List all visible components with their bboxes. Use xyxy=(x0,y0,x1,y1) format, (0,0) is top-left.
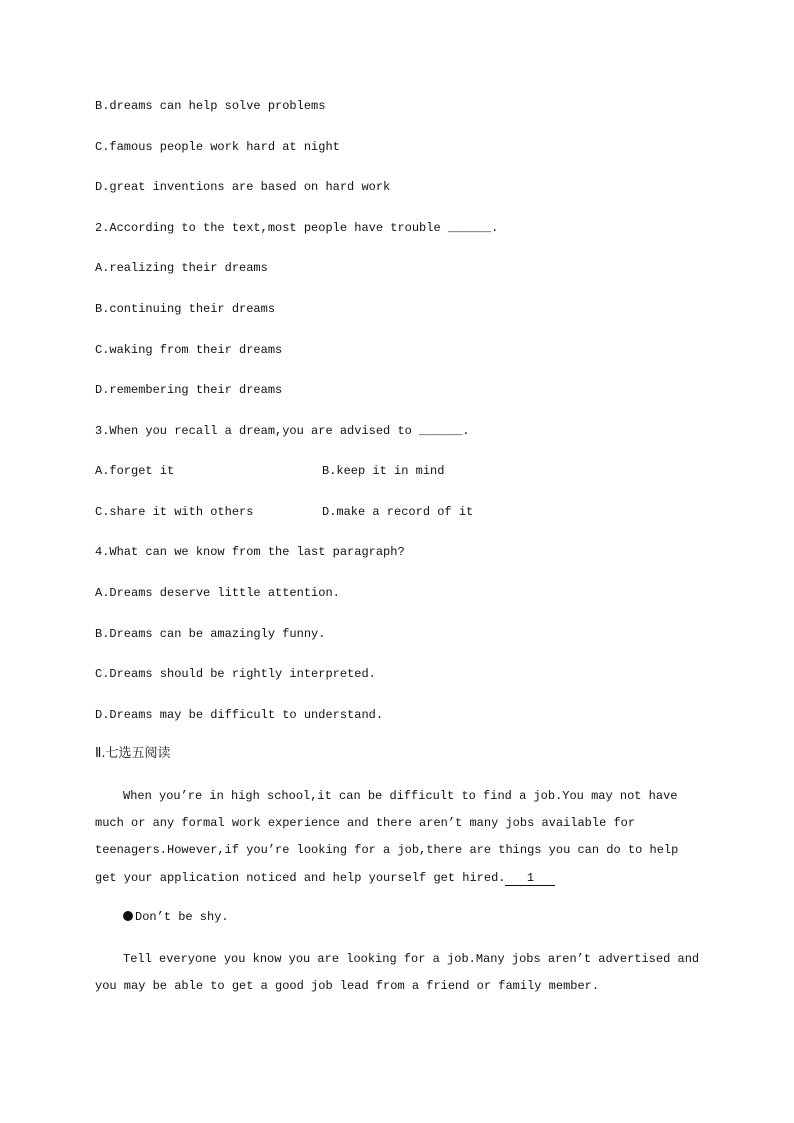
q4-option-b: B.Dreams can be amazingly funny. xyxy=(95,627,326,641)
q2-stem: 2.According to the text,most people have trouble ______. xyxy=(95,221,499,235)
q3-option-c: C.share it with others xyxy=(95,505,254,519)
bullet-icon xyxy=(123,911,133,921)
blank-1[interactable]: 1 xyxy=(505,872,555,886)
q2-option-a: A.realizing their dreams xyxy=(95,261,268,275)
q3-option-b: B.keep it in mind xyxy=(322,464,445,478)
paragraph2-line2: you may be able to get a good job lead from a friend or family member. xyxy=(95,979,600,993)
bullet-text: Don’t be shy. xyxy=(135,910,229,924)
q3-stem: 3.When you recall a dream,you are advised to ______. xyxy=(95,424,470,438)
paragraph1-line4 xyxy=(95,870,555,886)
q1-option-d: D.great inventions are based on hard work xyxy=(95,180,391,194)
section-title: Ⅱ.七选五阅读 xyxy=(95,746,171,761)
paragraph1-line2: much or any formal work experience and there aren’t many jobs available for xyxy=(95,816,636,830)
q4-stem: 4.What can we know from the last paragraph? xyxy=(95,545,405,559)
q4-option-c: C.Dreams should be rightly interpreted. xyxy=(95,667,376,681)
q2-option-d: D.remembering their dreams xyxy=(95,383,283,397)
q4-option-d: D.Dreams may be difficult to understand. xyxy=(95,708,384,722)
bullet-item xyxy=(123,909,229,925)
paragraph2-line1: Tell everyone you know you are looking for a job.Many jobs aren’t advertised and xyxy=(123,952,700,966)
q1-option-b: B.dreams can help solve problems xyxy=(95,99,326,113)
q2-option-c: C.waking from their dreams xyxy=(95,343,283,357)
paragraph1-line4-text: get your application noticed and help yourself get hired. xyxy=(95,871,506,885)
q1-option-c: C.famous people work hard at night xyxy=(95,140,340,154)
paragraph1-line1: When you’re in high school,it can be difficult to find a job.You may not have xyxy=(123,789,678,803)
q3-option-d: D.make a record of it xyxy=(322,505,474,519)
q4-option-a: A.Dreams deserve little attention. xyxy=(95,586,340,600)
q3-option-a: A.forget it xyxy=(95,464,175,478)
paragraph1-line3: teenagers.However,if you’re looking for a job,there are things you can do to help xyxy=(95,843,679,857)
q2-option-b: B.continuing their dreams xyxy=(95,302,276,316)
